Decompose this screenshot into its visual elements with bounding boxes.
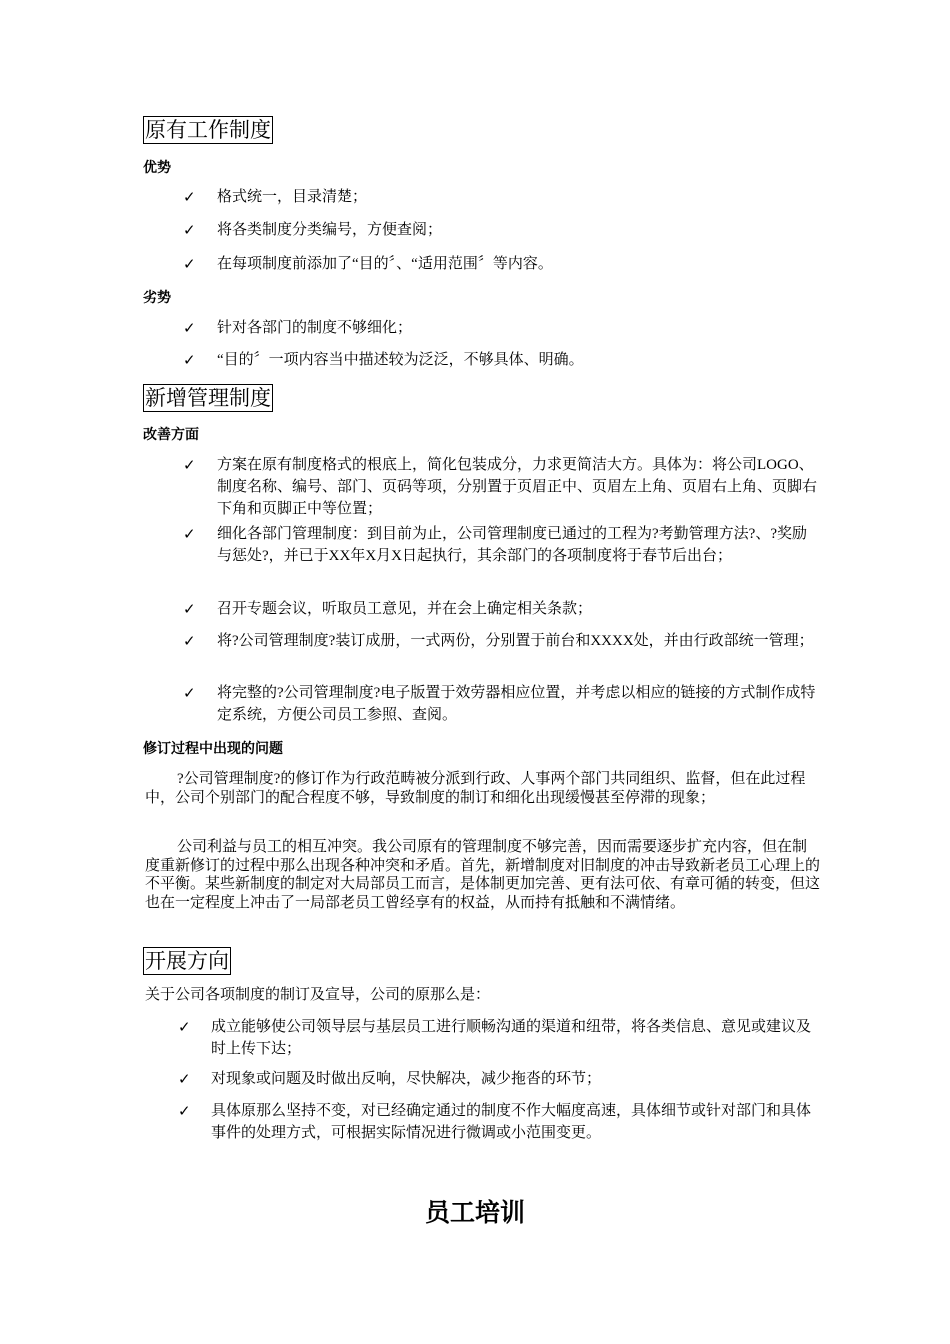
list-item-text: 对现象或问题及时做出反响，尽快解决，减少拖沓的环节； (211, 1071, 602, 1087)
subheading-advantages: 优势 (143, 160, 171, 176)
list-item-text: 针对各部门的制度不够细化； (217, 320, 413, 336)
list-item-text: 将?公司管理制度?装订成册，一式两份，分别置于前台和XXXX处，并由行政部统一管理； (217, 633, 814, 649)
check-icon: ✓ (183, 319, 196, 337)
check-icon: ✓ (183, 632, 196, 650)
list-item-text: 具体原那么坚持不变，对已经确定通过的制度不作大幅度高速，具体细节或针对部门和具体事件的处理方式，可根据实际情况进行微调或小范围变更。 (211, 1103, 812, 1141)
list-item-text: 方案在原有制度格式的根底上，简化包装成分，力求更简洁大方。具体为：将公司LOGO、制度名称、编号、部门、页码等项，分别置于页眉正中、页眉左上角、页眉右上角、页脚右下角和页脚正中等位置； (217, 457, 818, 517)
list-item-text: 格式统一，目录清楚； (217, 189, 368, 205)
check-icon: ✓ (183, 255, 196, 273)
check-icon: ✓ (183, 221, 196, 239)
list-item-text: 成立能够使公司领导层与基层员工进行顺畅沟通的渠道和纽带，将各类信息、意见或建议及时上传下达； (211, 1019, 812, 1057)
check-icon: ✓ (183, 456, 196, 474)
list-item-text: 召开专题会议，听取员工意见，并在会上确定相关条款； (217, 601, 593, 617)
check-icon: ✓ (178, 1070, 191, 1088)
section-title-direction: 开展方向 (145, 949, 229, 973)
list-item-text: “目的〞一项内容当中描述较为泛泛，不够具体、明确。 (217, 352, 584, 368)
paragraph: ?公司管理制度?的修订作为行政范畴被分派到行政、人事两个部门共同组织、监督，但在此过程中，公司个别部门的配合程度不够，导致制度的制订和细化出现缓慢甚至停滞的现象； (145, 771, 806, 806)
page-heading-staff-training: 员工培训 (424, 1198, 525, 1227)
section-title-new-system: 新增管理制度 (145, 386, 271, 410)
check-icon: ✓ (178, 1102, 191, 1120)
subheading-revision-problems: 修订过程中出现的问题 (143, 741, 283, 757)
subheading-disadvantages: 劣势 (143, 290, 171, 306)
check-icon: ✓ (183, 600, 196, 618)
subheading-improvements: 改善方面 (143, 427, 199, 443)
check-icon: ✓ (178, 1018, 191, 1036)
check-icon: ✓ (183, 525, 196, 543)
check-icon: ✓ (183, 188, 196, 206)
check-icon: ✓ (183, 351, 196, 369)
list-item-text: 将完整的?公司管理制度?电子版置于效劳器相应位置，并考虑以相应的链接的方式制作成特定系统，方便公司员工参照、查阅。 (217, 685, 816, 723)
paragraph: 公司利益与员工的相互冲突。我公司原有的管理制度不够完善，因而需要逐步扩充内容，但在制度重新修订的过程中那么出现各种冲突和矛盾。首先，新增制度对旧制度的冲击导致新老员工心理上的不平衡。某些新制度的制定对大局部员工而言，是体制更加完善、更有法可依、有章可循的转变，但这也在一定程度上冲击了一局部老员工曾经享有的权益，从而持有抵触和不满情绪。 (145, 839, 821, 911)
list-item-text: 细化各部门管理制度：到目前为止，公司管理制度已通过的工程为?考勤管理方法?、?奖励与惩处?，并已于XX年X月X日起执行，其余部门的各项制度将于春节后出台； (217, 526, 807, 564)
intro-text: 关于公司各项制度的制订及宣导，公司的原那么是： (145, 987, 491, 1003)
check-icon: ✓ (183, 684, 196, 702)
section-title-existing-system: 原有工作制度 (145, 118, 271, 142)
list-item-text: 将各类制度分类编号，方便查阅； (217, 222, 443, 238)
list-item-text: 在每项制度前添加了“目的〞、“适用范围〞等内容。 (217, 256, 553, 272)
